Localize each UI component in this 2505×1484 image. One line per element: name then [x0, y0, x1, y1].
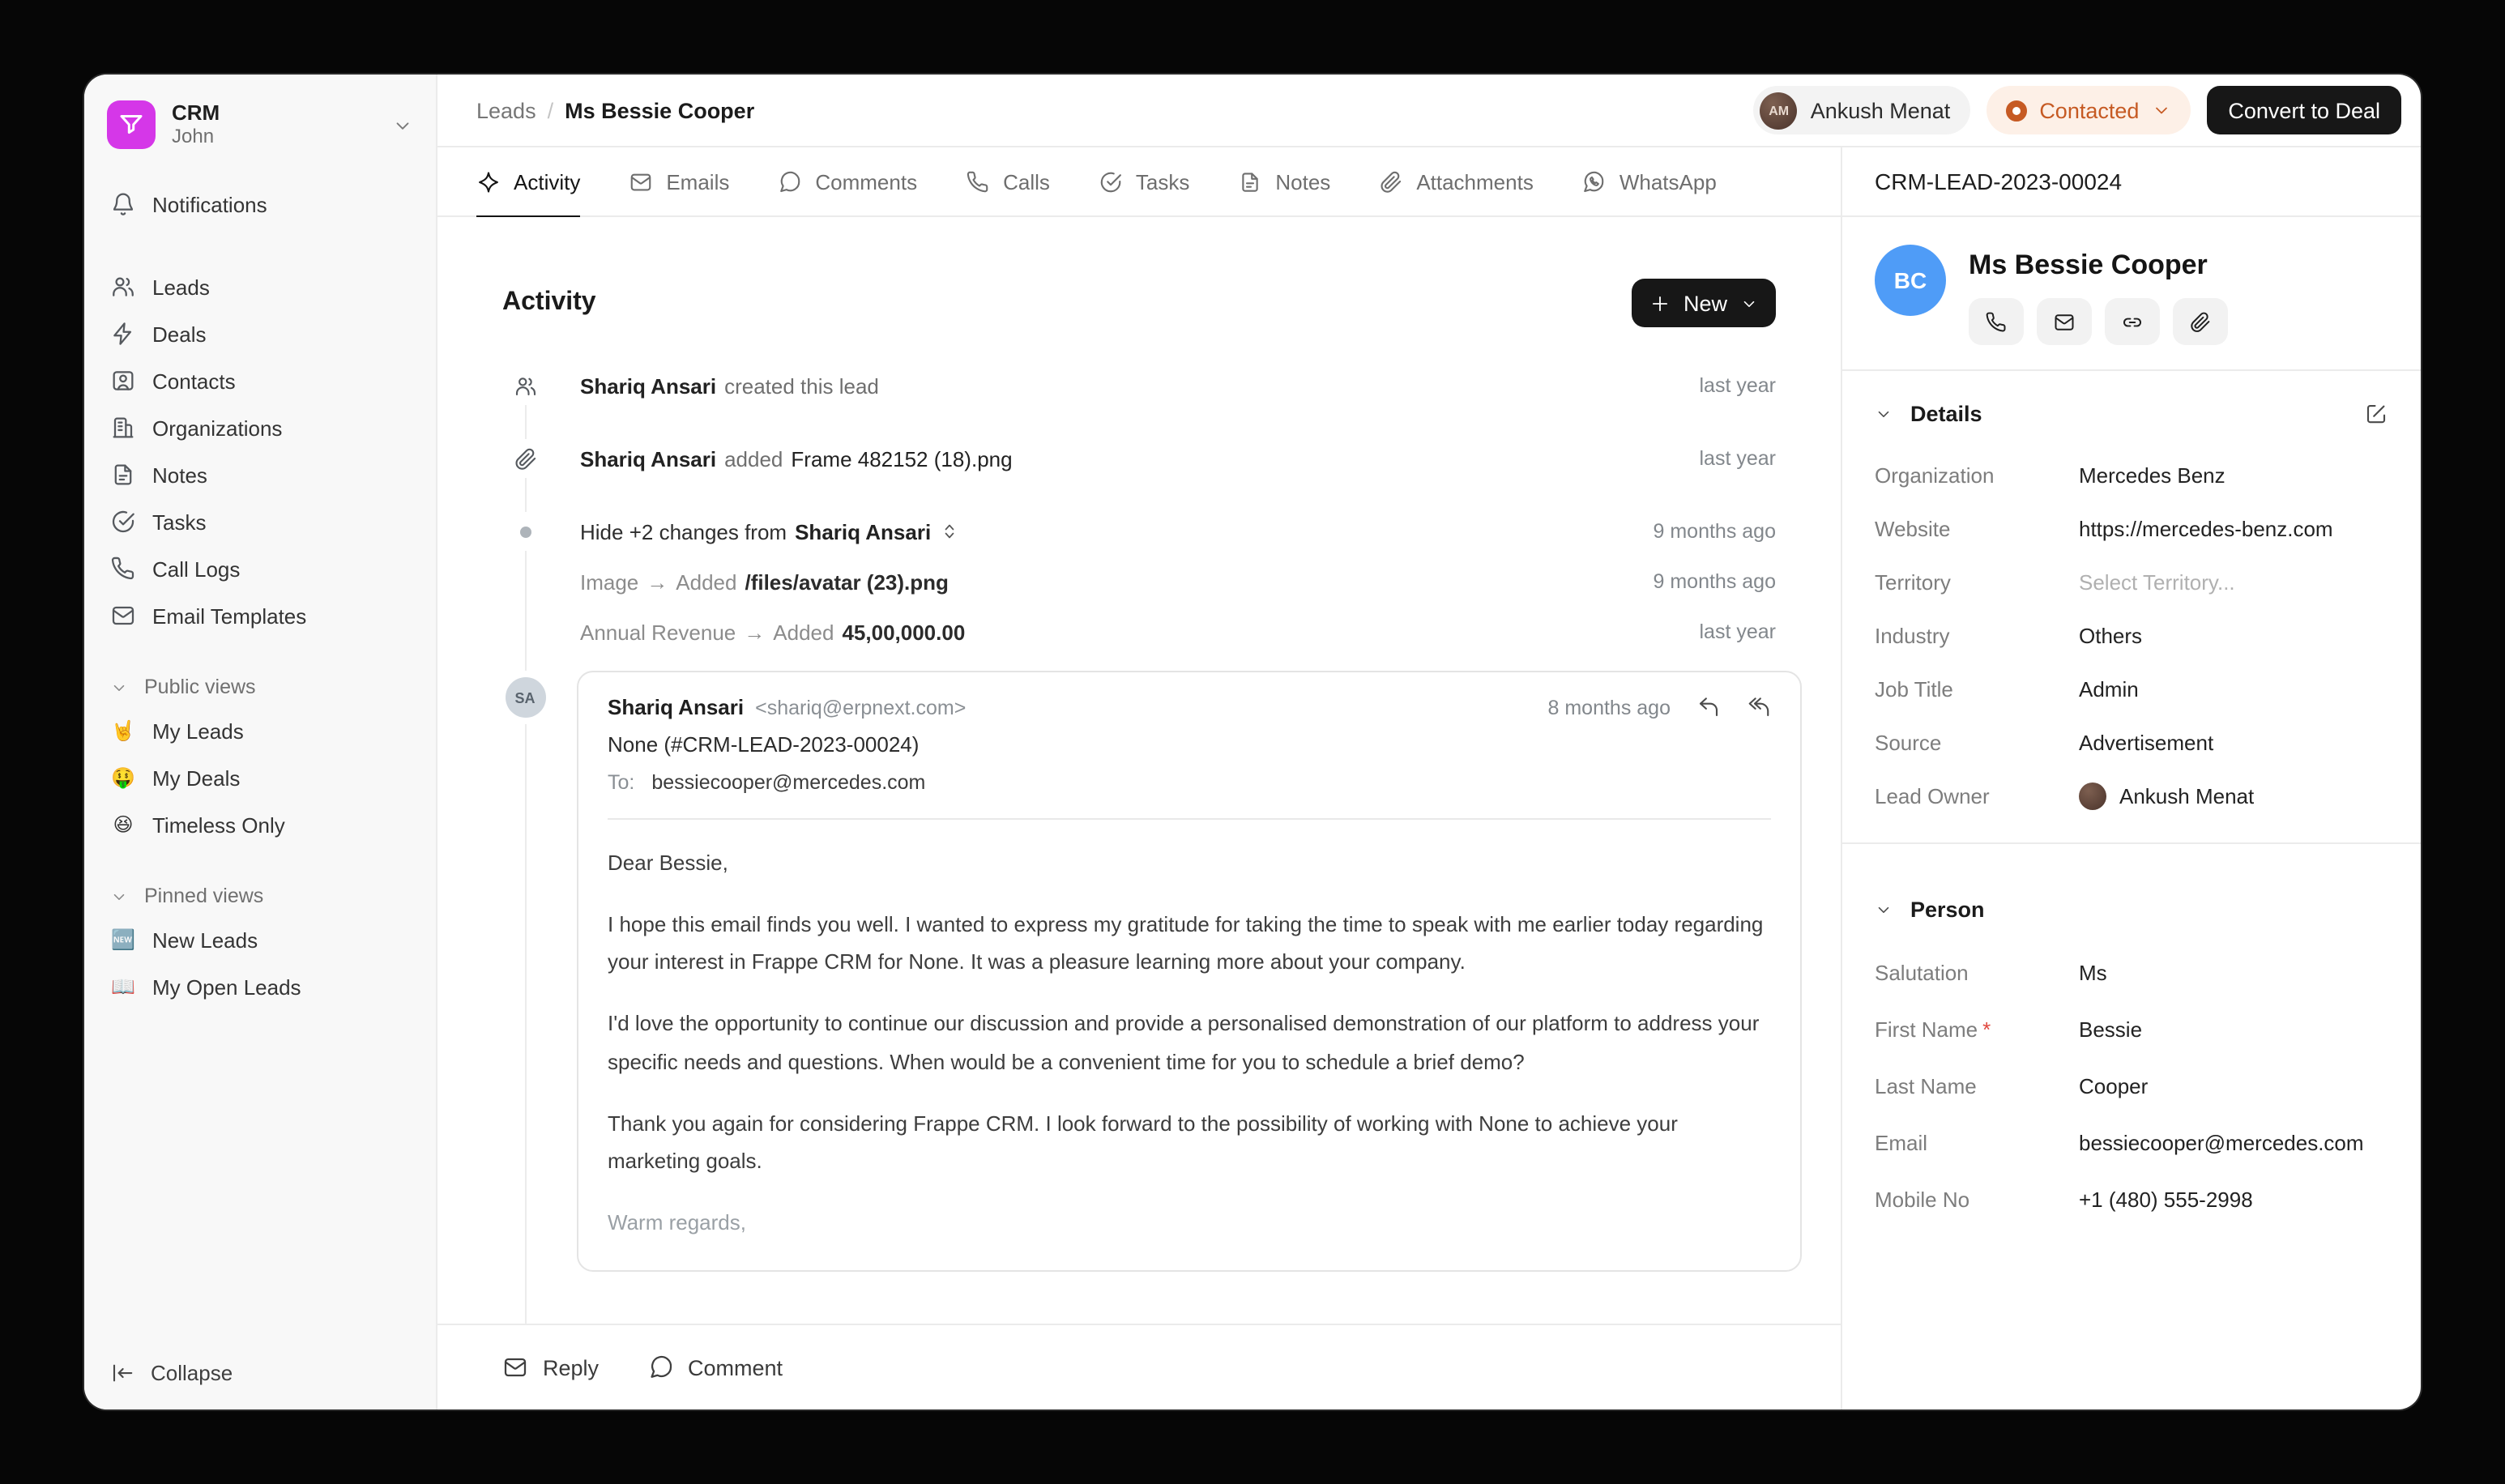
assignee-name: Ankush Menat	[1810, 98, 1951, 122]
sidebar-item-organizations[interactable]	[97, 405, 423, 450]
status-badge[interactable]	[1986, 86, 2191, 134]
field-value[interactable]: Others	[2079, 624, 2143, 648]
deals-icon	[110, 321, 136, 347]
field-label: Website	[1875, 517, 1951, 541]
email-paragraph: I hope this email finds you well. I wanted to express my gratitude for taking the time to speak with me earlier today regarding your interest in Frappe CRM for None. It was a pleasure learning more about your company.	[608, 912, 1764, 974]
activity-item-changes-toggle[interactable]	[502, 512, 1776, 551]
paperclip-icon	[513, 446, 537, 471]
section-label: Public views	[144, 676, 256, 698]
reply-button[interactable]	[502, 1354, 599, 1380]
convert-to-deal-button[interactable]	[2207, 86, 2401, 134]
activity-item-attachment	[502, 439, 1776, 478]
section-label: Pinned views	[144, 885, 264, 907]
tab-whatsapp[interactable]	[1582, 147, 1717, 217]
field-label: Industry	[1875, 624, 1950, 648]
sidebar-item-label: Notes	[152, 463, 207, 487]
tasks-icon	[110, 509, 136, 535]
chevron-down-icon	[392, 114, 413, 135]
field-value-placeholder[interactable]: Select Territory...	[2079, 570, 2235, 595]
person-section-title: Person	[1910, 897, 1985, 921]
field-value[interactable]: Mercedes Benz	[2079, 463, 2225, 488]
field-value[interactable]: https://mercedes-benz.com	[2079, 517, 2333, 541]
reply-all-icon[interactable]	[1747, 695, 1771, 719]
sidebar-item-label: Leads	[152, 275, 210, 299]
tab-bar	[437, 147, 1841, 217]
field-lead-owner	[1875, 770, 2388, 823]
tab-label: Comments	[815, 169, 918, 194]
change-timestamp: last year	[1699, 620, 1776, 643]
field-last-name	[1875, 1058, 2388, 1115]
sidebar-item-call-logs[interactable]	[97, 546, 423, 591]
sidebar-item-my-open-leads[interactable]	[97, 964, 423, 1009]
field-label: Email	[1875, 1131, 1928, 1155]
section-public-views[interactable]	[97, 666, 423, 708]
changes-toggle-text: Hide +2 changes from	[580, 519, 787, 544]
field-organization	[1875, 449, 2388, 502]
assignee-avatar: AM	[1760, 92, 1798, 129]
paperclip-icon	[2189, 310, 2212, 333]
collapse-icon	[110, 1361, 134, 1385]
link-action-button[interactable]	[2105, 298, 2160, 345]
field-label-text: First Name	[1875, 1017, 1978, 1042]
field-value[interactable]: Ms	[2079, 961, 2107, 985]
breadcrumb-separator: /	[547, 98, 554, 122]
comment-icon	[647, 1354, 673, 1380]
notes-icon	[110, 462, 136, 488]
bell-icon	[110, 191, 136, 217]
edit-details-button[interactable]	[2364, 401, 2388, 425]
field-job-title	[1875, 663, 2388, 716]
comment-button[interactable]	[647, 1354, 783, 1380]
activity-action: added	[724, 446, 783, 471]
tab-label: Tasks	[1135, 169, 1190, 194]
funnel-icon	[117, 110, 146, 139]
sidebar-item-label: Organizations	[152, 416, 283, 440]
check-circle-icon	[1099, 169, 1123, 194]
lead-summary	[1842, 217, 2421, 371]
arrow-right-icon: →	[744, 620, 766, 644]
owner-name: Ankush Menat	[2119, 784, 2255, 808]
owner-avatar	[2079, 783, 2106, 810]
tab-tasks[interactable]	[1099, 147, 1189, 217]
link-icon	[2121, 310, 2144, 333]
activity-title: Activity	[502, 288, 596, 316]
email-subject: None (#CRM-LEAD-2023-00024)	[608, 732, 920, 757]
sidebar-item-label: Contacts	[152, 369, 236, 393]
my-leads-emoji-icon: 🤘	[111, 719, 135, 742]
chevron-down-icon	[2152, 100, 2171, 120]
activity-actor: Shariq Ansari	[795, 519, 932, 544]
tab-comments[interactable]	[778, 147, 917, 217]
change-field: Annual Revenue	[580, 620, 736, 644]
change-row-image	[502, 562, 1776, 601]
sender-avatar: SA	[505, 677, 545, 718]
lead-avatar[interactable]: BC	[1875, 245, 1946, 316]
note-icon	[1238, 169, 1262, 194]
collapse-sidebar-button[interactable]	[97, 1337, 423, 1409]
activity-icon	[476, 169, 501, 194]
field-label: Mobile No	[1875, 1188, 1970, 1212]
sidebar-item-label: New Leads	[152, 927, 258, 952]
activity-timestamp: last year	[1699, 374, 1776, 397]
paperclip-icon	[1379, 169, 1403, 194]
lead-id: CRM-LEAD-2023-00024	[1842, 147, 2421, 217]
email-paragraph: I'd love the opportunity to continue our discussion and provide a personalised demonstration of our platform to address your specific needs and questions. When would be a convenient time for you to schedule a brief demo?	[608, 1011, 1760, 1073]
my-deals-emoji-icon: 🤑	[111, 766, 135, 789]
email-body	[608, 844, 1771, 1241]
field-value[interactable]: Bessie	[2079, 1017, 2143, 1042]
email-sender-name: Shariq Ansari	[608, 695, 745, 719]
sidebar-item-label: Deals	[152, 322, 207, 346]
field-label	[1875, 1017, 2079, 1042]
field-salutation	[1875, 945, 2388, 1001]
field-source	[1875, 716, 2388, 770]
tab-activity[interactable]	[476, 147, 580, 217]
sidebar-item-label: My Leads	[152, 719, 244, 743]
sidebar-item-label: Timeless Only	[152, 812, 285, 837]
field-value[interactable]: bessiecooper@mercedes.com	[2079, 1131, 2364, 1155]
users-icon	[513, 373, 537, 398]
dot-icon	[519, 526, 531, 537]
phone-icon	[1985, 310, 2008, 333]
change-value: 45,00,000.00	[842, 620, 966, 644]
sidebar-item-my-leads[interactable]	[97, 708, 423, 753]
sidebar-item-my-deals[interactable]	[97, 755, 423, 800]
tab-label: Notes	[1275, 169, 1331, 194]
chevron-down-icon[interactable]	[1875, 404, 1893, 422]
tab-calls[interactable]	[966, 147, 1050, 217]
tab-label: Calls	[1003, 169, 1050, 194]
sidebar-item-notes[interactable]	[97, 452, 423, 497]
tab-label: Activity	[514, 169, 581, 194]
activity-timestamp: 9 months ago	[1653, 520, 1776, 543]
field-label: Territory	[1875, 570, 1951, 595]
activity-actor: Shariq Ansari	[580, 446, 717, 471]
convert-to-deal-label: Convert to Deal	[2228, 98, 2380, 122]
crm-logo	[107, 100, 156, 149]
field-email	[1875, 1115, 2388, 1171]
lead-name: Ms Bessie Cooper	[1969, 249, 2208, 280]
tab-attachments[interactable]	[1379, 147, 1534, 217]
sidebar	[84, 75, 437, 1409]
crm-app-window	[84, 75, 2421, 1409]
collapse-label: Collapse	[151, 1361, 233, 1385]
sidebar-item-label: Email Templates	[152, 603, 307, 628]
chevron-down-icon[interactable]	[1875, 900, 1893, 918]
assignee-pill[interactable]	[1754, 86, 1970, 134]
tab-notes[interactable]	[1238, 147, 1330, 217]
tab-label: Emails	[666, 169, 730, 194]
reply-label: Reply	[543, 1355, 600, 1380]
comment-icon	[778, 169, 802, 194]
email-sender-address: <shariq@erpnext.com>	[755, 696, 967, 719]
change-timestamp: 9 months ago	[1653, 570, 1776, 593]
status-label: Contacted	[2039, 98, 2140, 122]
lead-details-panel	[1841, 147, 2421, 1409]
sidebar-item-timeless-only[interactable]	[97, 802, 423, 847]
phone-icon	[110, 556, 136, 582]
sidebar-item-tasks[interactable]	[97, 499, 423, 544]
email-signoff: Warm regards,	[608, 1209, 746, 1235]
tab-label: Attachments	[1416, 169, 1534, 194]
activity-item-created	[502, 366, 1776, 405]
tab-label: WhatsApp	[1619, 169, 1717, 194]
field-value[interactable]: +1 (480) 555-2998	[2079, 1188, 2253, 1212]
chevrons-up-down-icon	[939, 522, 958, 541]
my-open-leads-emoji-icon: 📖	[111, 975, 135, 998]
email-card[interactable]	[577, 671, 1802, 1272]
whatsapp-icon	[1582, 169, 1607, 194]
tab-emails[interactable]	[629, 147, 729, 217]
status-dot-icon	[2005, 100, 2026, 121]
field-value[interactable]: Admin	[2079, 677, 2139, 701]
sidebar-item-label: Call Logs	[152, 556, 241, 581]
breadcrumb-current: Ms Bessie Cooper	[565, 98, 755, 122]
sidebar-item-label: Notifications	[152, 192, 267, 216]
field-value[interactable]: Cooper	[2079, 1074, 2149, 1098]
plus-icon	[1649, 292, 1671, 313]
field-value[interactable]	[2079, 783, 2388, 810]
change-row-annual-revenue	[502, 612, 1776, 651]
required-mark: *	[1982, 1017, 1991, 1042]
workspace-switcher[interactable]	[97, 87, 423, 162]
sidebar-item-email-templates[interactable]	[97, 593, 423, 638]
activity-object: Frame 482152 (18).png	[791, 446, 1013, 471]
new-button-label: New	[1683, 291, 1727, 315]
field-territory	[1875, 556, 2388, 609]
field-value[interactable]: Advertisement	[2079, 731, 2214, 755]
timeless-only-emoji-icon: 😆	[113, 813, 134, 836]
person-section	[1842, 842, 2421, 1247]
call-action-button[interactable]	[1969, 298, 2024, 345]
new-leads-emoji-icon: 🆕	[111, 928, 135, 951]
phone-icon	[966, 169, 990, 194]
email-timestamp: 8 months ago	[1547, 696, 1671, 719]
change-value: /files/avatar (23).png	[745, 569, 949, 594]
workspace-user: John	[172, 124, 215, 147]
details-section	[1842, 371, 2421, 842]
main-area	[437, 75, 2421, 1409]
sidebar-item-label: Tasks	[152, 510, 207, 534]
reply-icon[interactable]	[1696, 695, 1721, 719]
lead-activity-column	[437, 147, 1841, 1409]
breadcrumb-parent[interactable]: Leads	[476, 98, 536, 122]
chevron-down-icon	[110, 887, 128, 905]
field-industry	[1875, 609, 2388, 663]
app-name: CRM	[172, 100, 220, 125]
change-field: Image	[580, 569, 639, 594]
sidebar-item-contacts[interactable]	[97, 358, 423, 403]
envelope-icon	[629, 169, 653, 194]
change-verb: Added	[773, 620, 834, 644]
sidebar-item-deals[interactable]	[97, 311, 423, 356]
field-first-name	[1875, 1001, 2388, 1058]
field-label: Job Title	[1875, 677, 1953, 701]
email-paragraph: Thank you again for considering Frappe CRM. I look forward to the possibility of working with None to achieve your marketing goals.	[608, 1111, 1678, 1173]
contacts-icon	[110, 368, 136, 394]
email-activity	[502, 671, 1802, 1272]
email-divider	[608, 818, 1771, 820]
section-pinned-views[interactable]	[97, 875, 423, 917]
envelope-icon	[2053, 310, 2076, 333]
top-header	[437, 75, 2421, 147]
activity-feed[interactable]	[437, 217, 1841, 1324]
attachment-action-button[interactable]	[2173, 298, 2228, 345]
comment-label: Comment	[688, 1355, 783, 1380]
composer-action-bar	[437, 1324, 1841, 1409]
leads-icon	[110, 274, 136, 300]
sidebar-item-label: My Open Leads	[152, 974, 301, 999]
email-to-address: bessiecooper@mercedes.com	[651, 771, 926, 794]
field-label: Lead Owner	[1875, 784, 1990, 808]
envelope-icon	[110, 603, 136, 629]
field-label: Salutation	[1875, 961, 1969, 985]
sidebar-item-label: My Deals	[152, 765, 241, 790]
field-label: Organization	[1875, 463, 1995, 488]
email-paragraph: Dear Bessie,	[608, 851, 728, 875]
details-section-title: Details	[1910, 401, 1982, 425]
change-verb: Added	[676, 569, 737, 594]
sidebar-item-notifications[interactable]	[97, 181, 423, 227]
field-label: Last Name	[1875, 1074, 1977, 1098]
chevron-down-icon	[1740, 294, 1758, 312]
field-website	[1875, 502, 2388, 556]
field-mobile-no	[1875, 1171, 2388, 1228]
field-label: Source	[1875, 731, 1942, 755]
edit-icon	[2364, 401, 2388, 425]
sidebar-item-leads[interactable]	[97, 264, 423, 309]
activity-action: created this lead	[724, 373, 879, 398]
email-action-button[interactable]	[2037, 298, 2092, 345]
envelope-icon	[502, 1354, 528, 1380]
new-activity-button[interactable]	[1632, 279, 1776, 327]
email-to-label: To:	[608, 771, 635, 794]
organizations-icon	[110, 415, 136, 441]
activity-actor: Shariq Ansari	[580, 373, 717, 398]
activity-timestamp: last year	[1699, 447, 1776, 470]
arrow-right-icon: →	[647, 569, 668, 594]
chevron-down-icon	[110, 678, 128, 696]
sidebar-item-new-leads[interactable]	[97, 917, 423, 962]
sidebar-spacer	[97, 228, 423, 264]
